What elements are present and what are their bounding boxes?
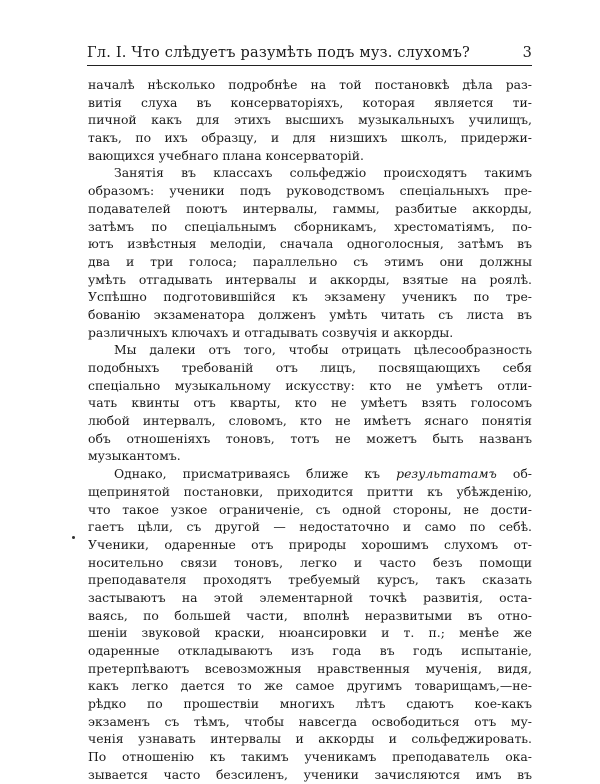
text-line: подобныхъ требованій отъ лицъ, посвящающихъ себя	[88, 360, 532, 375]
text-line: витія слуха въ консерваторіяхъ, которая является ти-	[88, 94, 532, 110]
text-line: рѣдко по прошествіи многихъ лѣтъ сдаютъ кое-какъ	[88, 696, 532, 712]
text-line: чать квинты отъ кварты, кто не умѣетъ взять голосомъ	[88, 395, 532, 411]
text-line: вающихся учебнаго плана консерваторій.	[88, 147, 364, 163]
text-line: затѣмъ по спеціальнымъ сборникамъ, хрестоматіямъ, по-	[88, 218, 532, 234]
text-line: два и три голоса; параллельно съ этимъ они должны	[88, 253, 532, 269]
text-line: подавателей поютъ интервалы, гаммы, разбитые аккорды,	[88, 200, 532, 216]
text-line: ютъ извѣстныя мелодіи, сначала одноголосныя, затѣмъ въ	[88, 236, 532, 252]
text-line: такъ, по ихъ образцу, и для низшихъ школъ, придержи-	[88, 130, 532, 146]
running-head	[87, 42, 532, 64]
running-title: Гл. I. Что слѣдуетъ разумѣть подъ муз. слухомъ?	[87, 45, 470, 61]
text-line: щепринятой постановки, приходится притти къ убѣжденію,	[88, 483, 532, 499]
text-line: застываютъ на этой элементарной точкѣ развитія, оста-	[88, 589, 532, 605]
text-line: любой интервалъ, словомъ, кто не имѣетъ яснаго понятія	[88, 413, 532, 429]
text-line	[88, 465, 532, 483]
text-line: пичной какъ для этихъ высшихъ музыкальныхъ училищъ,	[88, 112, 532, 128]
text-line: ваясь, по большей части, вполнѣ неразвитыми въ отно-	[88, 607, 532, 623]
text-line: какъ легко дается то же самое другимъ товарищамъ,—не-	[88, 678, 532, 694]
text-line: объ отношеніяхъ тоновъ, тотъ не можетъ быть названъ	[88, 430, 532, 446]
text-line: носительно связи тоновъ, легко и часто безъ помощи	[88, 554, 532, 570]
text-line: Занятія въ классахъ сольфеджіо происходятъ такимъ	[114, 165, 532, 181]
text-line: экзаменъ съ тѣмъ, чтобы навсегда освободиться отъ му-	[88, 713, 532, 729]
text-line: Мы далеки отъ того, чтобы отрицать цѣлесообразность	[114, 342, 532, 358]
text-line: одаренные откладываютъ изъ года въ годъ испытаніе,	[88, 643, 532, 658]
text-line: ченія узнавать интервалы и аккорды и сольфеджировать.	[88, 731, 532, 747]
text-line: преподавателя проходятъ требуемый курсъ, такъ сказать	[88, 572, 532, 588]
page-number: 3	[522, 45, 532, 61]
margin-mark	[72, 536, 75, 539]
text-segment: об-	[512, 466, 532, 482]
text-line: По отношенію къ такимъ ученикамъ преподаватель ока-	[88, 749, 532, 765]
emphasized-word: результатамъ	[396, 466, 497, 482]
text-line: гаетъ цѣли, съ другой — недостаточно и само по себѣ.	[88, 519, 532, 535]
text-line: началѣ нѣсколько подробнѣе на той постановкѣ дѣла раз-	[88, 77, 532, 92]
text-line: различныхъ ключахъ и отгадывать созвучія и аккорды.	[88, 324, 454, 340]
text-line: образомъ: ученики подъ руководствомъ спеціальныхъ пре-	[88, 183, 532, 199]
text-line: Успѣшно подготовившійся къ экзамену ученикъ по тре-	[88, 289, 532, 305]
text-line: бованію экзаменатора долженъ умѣть читать съ листа въ	[88, 306, 532, 322]
text-line: музыкантомъ.	[88, 448, 181, 464]
text-line: шеніи звуковой краски, нюансировки и т. п.; менѣе же	[88, 625, 532, 641]
text-line: что такое узкое ограниченіе, съ одной стороны, не дости-	[88, 501, 532, 517]
text-line: зывается часто безсиленъ, ученики зачисляются имъ въ	[88, 766, 532, 782]
text-line: Ученики, одаренные отъ природы хорошимъ слухомъ от-	[88, 536, 532, 552]
text-line: спеціально музыкальному искусству: кто не умѣетъ отли-	[88, 377, 532, 393]
body-text	[88, 76, 532, 784]
text-line: умѣть отгадывать интервалы и аккорды, взятые на роялѣ.	[88, 271, 532, 287]
header-rule	[87, 65, 532, 66]
text-segment: Однако, присматриваясь ближе къ	[114, 466, 381, 482]
text-line: претерпѣваютъ всевозможныя нравственныя мученія, видя,	[88, 660, 532, 676]
